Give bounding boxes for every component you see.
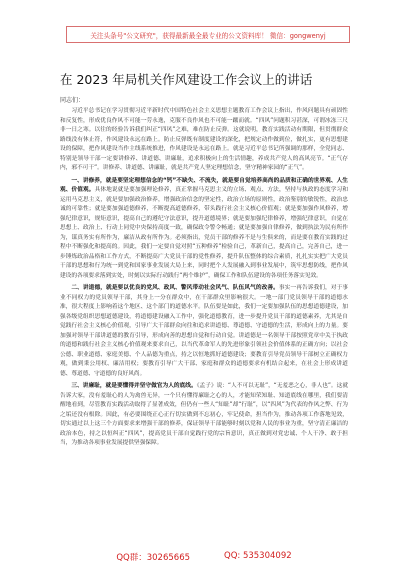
salutation: 同志们： [60,97,85,104]
paragraph-heading: 二、讲道德，就是要以优良的党风、政风、警风带动社会风气、队伍风气的改善。 [71,285,279,291]
paragraph-heading: 三、讲廉耻，就是要懂得并坚守做官为人的底线。 [71,383,197,389]
paragraph-section-3 [60,382,348,449]
footer [0,551,408,563]
footer-qq: QQ: 535304092 [224,551,292,561]
document-body [60,107,348,449]
paragraph-section-2 [60,284,348,379]
paragraph-text: 事实一再告诉我们，对于事业不同权力的党员领导干部，其身上一分在群众中，在干部群众里影响很大。一地一部门党员领导干部的道德水准，很大程度上影响着这个地区、这个部门的道德水平。队伍要是如此，我们一定要加强队伍的思想道德建设，加强各级党组织思想道德建设，将道德建设融入工作中，强化道德教育，进一步提升党员干部的道德素养，尤其是自觉践行社会主义核心价值观，引导广大干部群众向往和追求讲道德、尊道德、守道德的生活，形成向上的力量。要加强对领导干部讲道德的教育引导，形成向善的思想自觉和行动自觉。讲道德是一名领导干部按照党章中关于执政的道德和践行社会主义核心价值观来要求自己，以当代革命军人的先进形象引领社会价值体系的正确方向；以社会公德、职业道德、家庭美德、个人品德为重点，持之以恒地抓好道德建设；要教育引导党员领导干部树立正确权力观，做到秉公用权、廉洁用权；要教育引导广大干部、家庭和群众的道德要求有机结合起来，在社会上形成讲道德、尊道德、守道德的良好风尚。 [60,285,348,377]
paragraph-section-1 [60,177,348,282]
header-banner [66,26,350,43]
footer-qq-group: QQ群：30265665 [116,553,191,563]
page-title: 在 2023 年局机关作风建设工作会议上的讲话 [60,72,313,87]
paragraph-intro [60,107,348,174]
paragraph-text: 《孟子》说：“人不可以无耻”，“无羞恶之心，非人也”。这就告诉大家，没有羞耻心的人为禽兽无异，一个只有懂得廉耻之心的人，才能知荣知耻、知道底线在哪里，我们要清醒地看到，尽管教育实践活动取得了显著成效，但仍有一些人“知耻”却“行耻”，以“四风”为代表的作风之弊、行为之垢还没有根除。因此，有必要围绕正心正行切实做到不忘初心，牢记使命，担当作为，推动各项工作落地见效，切实通过以上这三个方面要求来增强干部的修养，保证领导干部能够时刻以党和人民的事业为重，坚守清正廉洁的政治本色，持之以恒纠正“四风”，提高党员干部自觉践行党的宗旨意识，真正做到对党忠诚、个人干净、敢于担当，为推动各项事业发展提供坚强保障。 [60,383,348,446]
paragraph-heading: 一、讲修养，就是要坚定理想信念的“钙”不缺失、不流失，就是要自觉培养高尚的品质和正确的世界观、人生观、价值观。 [60,177,348,193]
banner-text: 关注头条号"公文研究"，获得最新最全最专业的公文资料库！ 微信：gongwenyj [90,31,326,40]
paragraph-text: 具体地说就是要加强理论修养，真正掌握马克思主义的立场、观点、方法，坚持与执政的态度学习和运用马克思主义，就是要加强政治修养，增强政治信念的坚定性，政治立场的原则性，政治鉴别的敏锐性，政治忠诚的可靠性；就是要加强道德修养，不断提高道德修养，带头践行社会主义核心价值观；就是要加强作风修养，增强纪律意识，规矩意识，提高自己的遵纪守法意识，提升道德境界；就是要加强纪律修养，增强纪律意识，自觉在思想上、政治上、行动上同党中央保持高度一致，确保政令警令畅通；就是要加强自律修养，做到执法为民有所作为，谋真务实有所作为，廉洁从政有所作为。必须指出，党员干部的修养不是与生俱来的，而是要在教育实践的过程中不断强化和提高的。因此，我们一定要自觉对照“五种修养”检验自己，革新自己，提高自己，完善自己，进一步锤炼政治品格和工作方式，不断提高广大党员干部的党性修养，提升队伍整体的综合素质，扎扎实实把广大党员干部的思想和行为统一到党和国家事业发展大局上来，同时把个人发展融入到事业发展中，筑牢思想防线，把作风建设的各项要求落到实处，时刻以实际行动践行“两个维护”，确保工作和队伍建设的各项任务落实见效。 [60,187,348,279]
paragraph-text: 习近平总书记在学习贯彻习近平新时代中国特色社会主义思想主题教育工作会议上指出，作风问题具有顽固性和反复性，形成优良作风不可能一劳永逸，克服不良作风也不可能一蹴而就。“四风”问题积习甚深，可谓冰冻三尺非一日之寒。以往的经验告诉我们纠正“四风”之难，难在防止反弹。这就说明，教育实践活动有期限，但贯彻群众路线没有休止符，作风建设永远在路上。防止反弹既有制度建设的深化，把规定动作做到位，做扎实，更有思想建设的保障，把作风建设当作主线系统推进，作风建设是永远在路上。就是习近平总书记所强调的那样，全党同志、特别是领导干部一定要讲修养、讲道德、讲廉耻，追求积极向上的生活情趣，养成共产党人的高风亮节。“正气存内，邪不可干”。讲修养、讲道德、讲廉耻，就是共产党人坚定理想信念，坚守精神家园的“正气”。 [60,108,348,171]
